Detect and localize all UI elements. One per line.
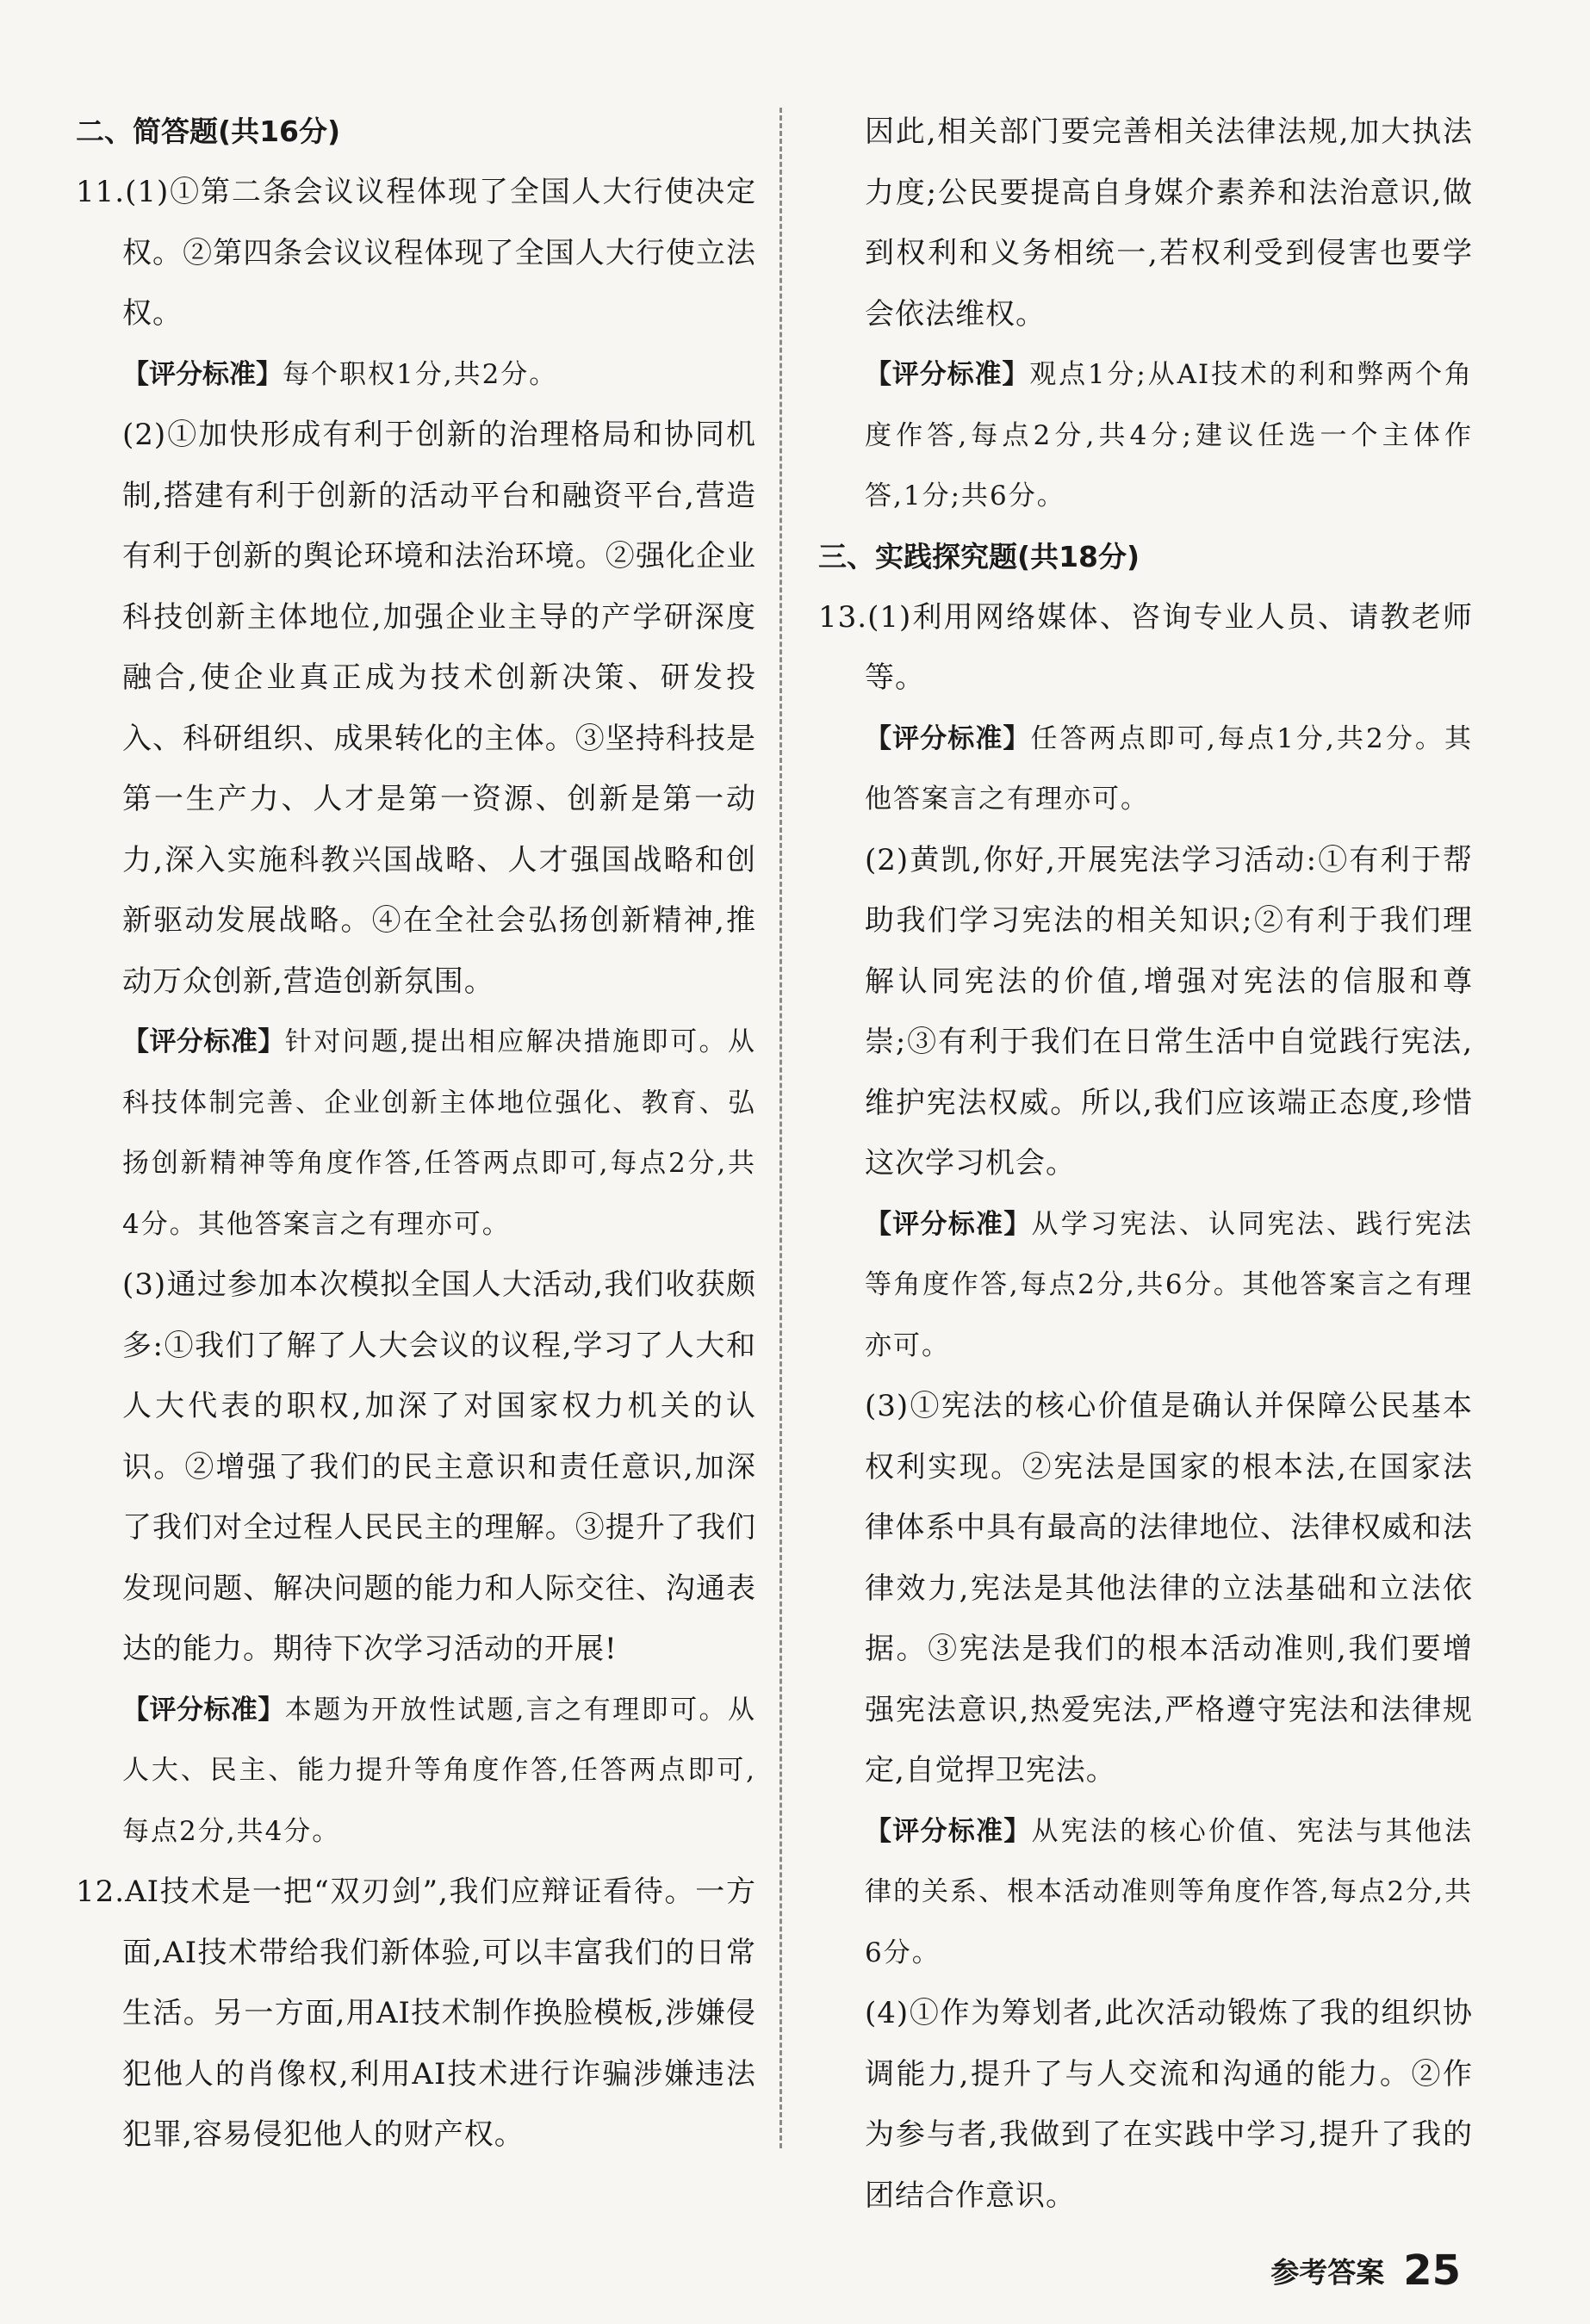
q13-part1: 13.(1)利用网络媒体、咨询专业人员、请教老师等。	[818, 599, 1473, 695]
q11-part1: 11.(1)①第二条会议议程体现了全国人大行使决定权。②第四条会议议程体现了全国人大行使立法权。	[76, 175, 756, 331]
column-divider	[779, 108, 782, 2148]
scoring-tag: 【评分标准】	[865, 722, 1031, 754]
q13-scoring-3	[818, 1801, 1473, 1984]
scoring-tag: 【评分标准】	[865, 1208, 1032, 1240]
section-heading-practice: 三、实践探究题(共18分)	[818, 539, 1140, 573]
q11-scoring-2	[76, 1012, 756, 1255]
left-column	[76, 102, 756, 2166]
q11-scoring-1	[76, 344, 756, 406]
q11-part2: (2)①加快形成有利于创新的治理格局和协同机制,搭建有利于创新的活动平台和融资平台,营造有利于创新的舆论环境和法治环境。②强化企业科技创新主体地位,加强企业主导的产学研深度融合,使企业真正成为技术创新决策、研发投入、科研组织、成果转化的主体。③坚持科技是第一生产力、人才是第一资源、创新是第一动力,深入实施科教兴国战略、人才强国战略和创新驱动发展战略。④在全社会弘扬创新精神,推动万众创新,营造创新氛围。	[122, 418, 756, 999]
page-footer	[1270, 2247, 1461, 2295]
q11-part3: (3)通过参加本次模拟全国人大活动,我们收获颇多:①我们了解了人大会议的议程,学习了人大和人大代表的职权,加深了对国家权力机关的认识。②增强了我们的民主意识和责任意识,加深了我们对全过程人民民主的理解。③提升了我们发现问题、解决问题的能力和人际交往、沟通表达的能力。期待下次学习活动的开展!	[122, 1267, 756, 1666]
scoring-tag: 【评分标准】	[865, 1815, 1032, 1847]
scoring-text: 针对问题,提出相应解决措施即可。从科技体制完善、企业创新主体地位强化、教育、弘扬创新精神等角度作答,任答两点即可,每点2分,共4分。其他答案言之有理亦可。	[122, 1026, 756, 1240]
scoring-text: 从宪法的核心价值、宪法与其他法律的关系、根本活动准则等角度作答,每点2分,共6分。	[865, 1815, 1473, 1968]
scoring-text: 任答两点即可,每点1分,共2分。其他答案言之有理亦可。	[865, 722, 1474, 815]
q12-part2: 因此,相关部门要完善相关法律法规,加大执法力度;公民要提高自身媒介素养和法治意识,做到权利和义务相统一,若权利受到侵害也要学会依法维权。	[865, 115, 1473, 332]
q11-scoring-3	[76, 1680, 756, 1862]
q12-scoring	[818, 344, 1473, 527]
page-number: 25	[1403, 2247, 1461, 2295]
scoring-text: 每个职权1分,共2分。	[283, 358, 558, 390]
footer-label: 参考答案	[1270, 2255, 1385, 2290]
q13-scoring-2	[818, 1194, 1473, 1377]
scoring-tag: 【评分标准】	[865, 359, 1030, 390]
scoring-text: 观点1分;从AI技术的利和弊两个角度作答,每点2分,共4分;建议任选一个主体作答,1分;共6分。	[865, 359, 1473, 511]
scoring-text: 从学习宪法、认同宪法、践行宪法等角度作答,每点2分,共6分。其他答案言之有理亦可。	[865, 1208, 1473, 1361]
q13-part2: (2)黄凯,你好,开展宪法学习活动:①有利于帮助我们学习宪法的相关知识;②有利于我们理解认同宪法的价值,增强对宪法的信服和尊崇;③有利于我们在日常生活中自觉践行宪法,维护宪法权威。所以,我们应该端正态度,珍惜这次学习机会。	[865, 842, 1473, 1181]
q13-scoring-1	[818, 709, 1473, 830]
scoring-tag: 【评分标准】	[122, 1026, 285, 1057]
scoring-tag: 【评分标准】	[122, 1694, 285, 1726]
section-heading-short-answer: 二、简答题(共16分)	[76, 115, 341, 148]
q13-part4: (4)①作为筹划者,此次活动锻炼了我的组织协调能力,提升了与人交流和沟通的能力。②作为参与者,我做到了在实践中学习,提升了我的团结合作意识。	[865, 1996, 1473, 2213]
scoring-tag: 【评分标准】	[122, 358, 283, 390]
right-column	[818, 102, 1473, 2226]
q13-part3: (3)①宪法的核心价值是确认并保障公民基本权利实现。②宪法是国家的根本法,在国家法律体系中具有最高的法律地位、法律权威和法律效力,宪法是其他法律的立法基础和立法依据。③宪法是我们的根本活动准则,我们要增强宪法意识,热爱宪法,严格遵守宪法和法律规定,自觉捍卫宪法。	[865, 1389, 1473, 1788]
q12-part1: 12.AI技术是一把“双刃剑”,我们应辩证看待。一方面,AI技术带给我们新体验,可以丰富我们的日常生活。另一方面,用AI技术制作换脸模板,涉嫌侵犯他人的肖像权,利用AI技术进行诈骗涉嫌违法犯罪,容易侵犯他人的财产权。	[76, 1875, 756, 2152]
scoring-text: 本题为开放性试题,言之有理即可。从人大、民主、能力提升等角度作答,任答两点即可,每点2分,共4分。	[122, 1694, 756, 1847]
